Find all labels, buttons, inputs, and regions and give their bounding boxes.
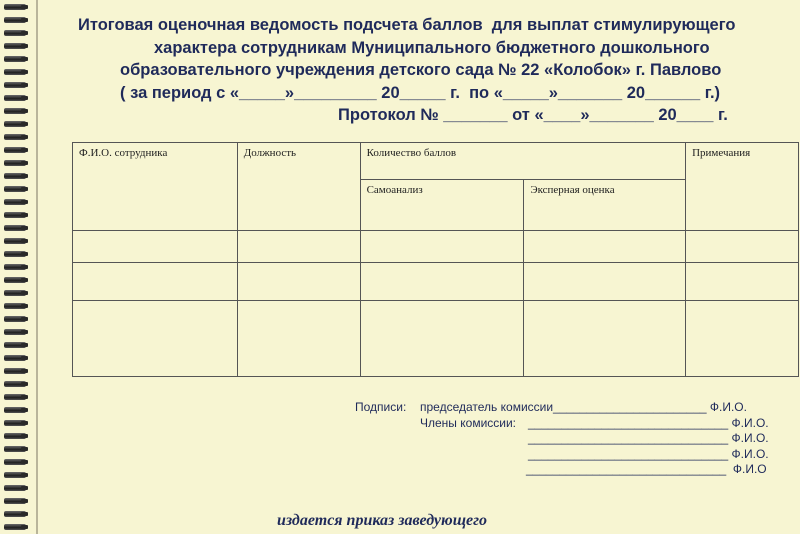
spiral-ring	[4, 199, 26, 205]
member-line-4: ______________________________ Ф.И.О	[526, 462, 767, 476]
spiral-ring	[4, 511, 26, 517]
spiral-ring	[4, 459, 26, 465]
spiral-ring	[4, 43, 26, 49]
header-name: Ф.И.О. сотрудника	[73, 143, 238, 231]
spiral-ring	[4, 121, 26, 127]
table-cell[interactable]	[686, 301, 799, 377]
spiral-ring	[4, 186, 26, 192]
members-label: Члены комиссии:	[420, 416, 517, 430]
table-cell[interactable]	[237, 231, 360, 263]
table-cell[interactable]	[524, 301, 686, 377]
spiral-ring	[4, 368, 26, 374]
document-header	[40, 14, 800, 127]
spiral-ring	[4, 446, 26, 452]
spiral-ring	[4, 316, 26, 322]
spiral-ring	[4, 381, 26, 387]
member-line-1: ______________________________ Ф.И.О.	[528, 416, 769, 430]
spiral-ring	[4, 69, 26, 75]
spiral-ring	[4, 498, 26, 504]
score-table	[72, 142, 799, 377]
spiral-ring	[4, 160, 26, 166]
margin-line	[36, 0, 38, 534]
header-self-analysis: Самоанализ	[360, 180, 524, 231]
spiral-ring	[4, 173, 26, 179]
spiral-ring	[4, 407, 26, 413]
title-line-1: Итоговая оценочная ведомость подсчета баллов для выплат стимулирующего	[78, 16, 736, 34]
spiral-ring	[4, 56, 26, 62]
spiral-ring	[4, 433, 26, 439]
header-position: Должность	[237, 143, 360, 231]
header-expert: Эксперная оценка	[524, 180, 686, 231]
table-cell[interactable]	[524, 263, 686, 301]
table-cell[interactable]	[360, 231, 524, 263]
header-score: Количество баллов	[360, 143, 685, 180]
spiral-ring	[4, 524, 26, 530]
spiral-ring	[4, 329, 26, 335]
spiral-ring	[4, 82, 26, 88]
spiral-ring	[4, 264, 26, 270]
spiral-ring	[4, 95, 26, 101]
spiral-ring	[4, 147, 26, 153]
member-line-2: ______________________________ Ф.И.О.	[528, 431, 769, 445]
spiral-ring	[4, 290, 26, 296]
spiral-ring	[4, 303, 26, 309]
spiral-ring	[4, 4, 26, 10]
table-row	[73, 231, 799, 263]
signatures-label: Подписи:	[355, 400, 407, 414]
table-cell[interactable]	[237, 263, 360, 301]
spiral-binding	[0, 0, 30, 534]
header-notes: Примечания	[686, 143, 799, 231]
spiral-ring	[4, 394, 26, 400]
spiral-ring	[4, 108, 26, 114]
chairman-line: председатель комиссии_______________________ Ф.И.О.	[420, 400, 747, 414]
spiral-ring	[4, 342, 26, 348]
spiral-ring	[4, 277, 26, 283]
table-row	[73, 301, 799, 377]
spiral-ring	[4, 134, 26, 140]
table-cell[interactable]	[524, 231, 686, 263]
spiral-ring	[4, 485, 26, 491]
protocol-line: Протокол № _______ от «____»_______ 20____ г.	[338, 106, 728, 124]
title-line-3: образовательного учреждения детского сада № 22 «Колобок» г. Павлово	[120, 61, 722, 79]
spiral-ring	[4, 472, 26, 478]
table-cell[interactable]	[237, 301, 360, 377]
table-cell[interactable]	[686, 231, 799, 263]
spiral-ring	[4, 420, 26, 426]
spiral-ring	[4, 238, 26, 244]
spiral-ring	[4, 30, 26, 36]
spiral-ring	[4, 225, 26, 231]
spiral-ring	[4, 355, 26, 361]
table-cell[interactable]	[73, 301, 238, 377]
table-cell[interactable]	[360, 301, 524, 377]
title-line-2: характера сотрудникам Муниципального бюджетного дошкольного	[154, 38, 710, 57]
member-line-3: ______________________________ Ф.И.О.	[528, 447, 769, 461]
footer-note: издается приказ заведующего	[277, 512, 488, 529]
table-cell[interactable]	[360, 263, 524, 301]
table-cell[interactable]	[73, 263, 238, 301]
table-cell[interactable]	[73, 231, 238, 263]
spiral-ring	[4, 251, 26, 257]
spiral-ring	[4, 17, 26, 23]
spiral-ring	[4, 212, 26, 218]
table-cell[interactable]	[686, 263, 799, 301]
period-line: ( за период с «_____»_________ 20_____ г. по «_____»_______ 20______ г.)	[120, 83, 721, 102]
table-row	[73, 263, 799, 301]
